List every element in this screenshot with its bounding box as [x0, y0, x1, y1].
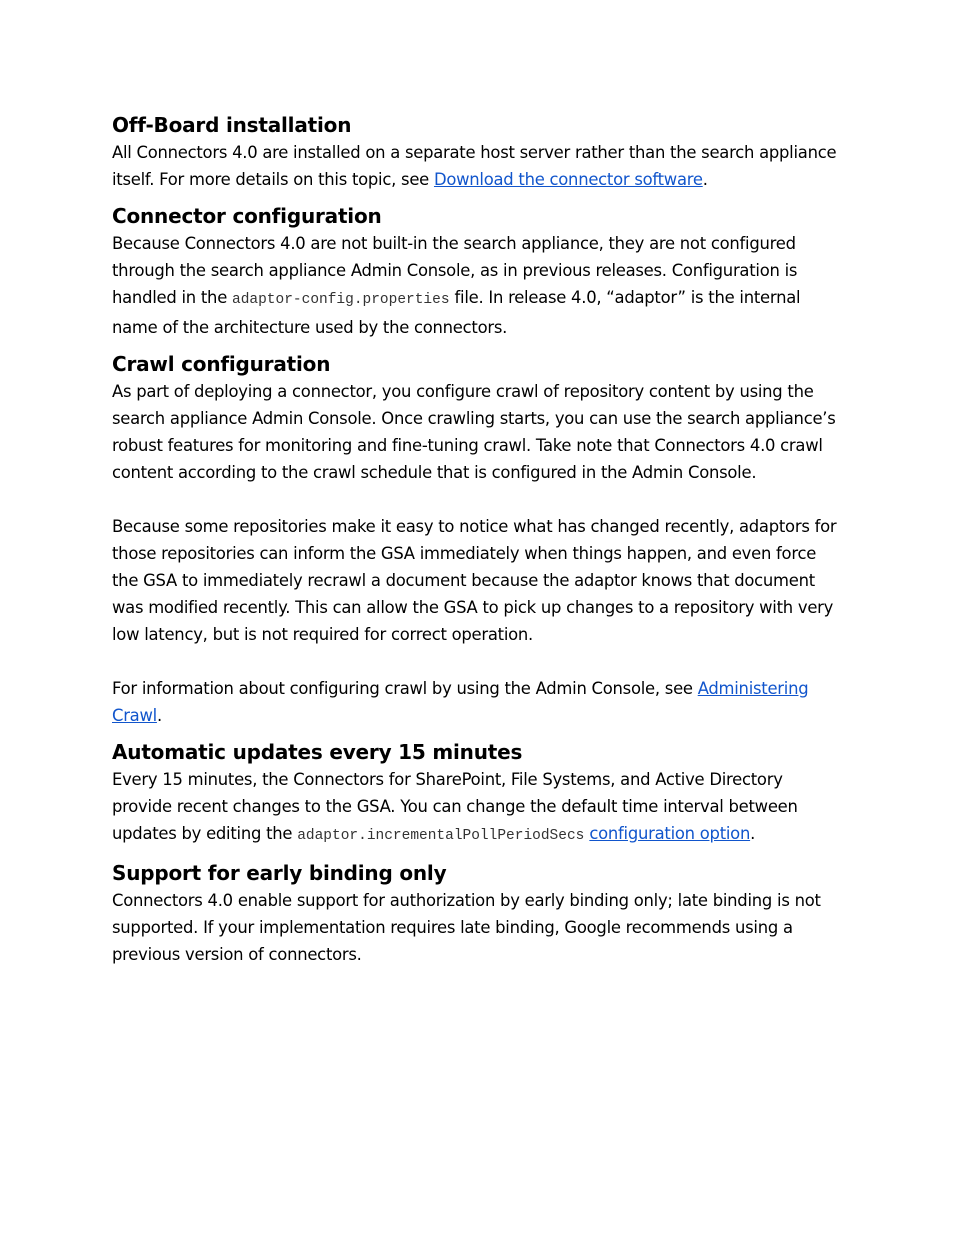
paragraph-offboard-installation — [112, 139, 847, 193]
link-download-connector-software[interactable]: Download the connector software — [433, 170, 703, 189]
paragraph-text: All Connectors 4.0 are installed on a separate host server rather than the search appliance itself. For more details on this topic, see — [112, 143, 837, 189]
code-incremental-poll-period-secs: adaptor.incrementalPollPeriodSecs — [297, 828, 585, 844]
section-crawl-configuration — [112, 350, 847, 729]
section-connector-configuration — [112, 202, 847, 341]
paragraph-end: . — [702, 170, 708, 189]
paragraph-crawl-configuration-1: As part of deploying a connector, you configure crawl of repository content by using the search appliance Admin Console. Once crawling starts, you can use the search appliance’s robust features for monitoring and fine-tuning crawl. Take note that Connectors 4.0 crawl content according to the crawl schedule that is configured in the Admin Console. — [112, 382, 836, 482]
paragraph-text: Because Connectors 4.0 are not built-in the search appliance, they are not configured through the search appliance Admin Console, as in previous releases. Configuration is handled in the — [112, 234, 798, 307]
link-administering-crawl[interactable]: Administering Crawl — [112, 679, 809, 725]
paragraph-crawl-configuration-2: Because some repositories make it easy to notice what has changed recently, adaptors for those repositories can inform the GSA immediately when things happen, and even force the GSA to immediately recrawl a document because the adaptor knows that document was modified recently. This can allow the GSA to pick up changes to a repository with very low latency, but is not required for correct operation. — [112, 517, 837, 644]
paragraph-text: Every 15 minutes, the Connectors for SharePoint, File Systems, and Active Directory provide recent changes to the GSA. You can change the default time interval between updates by editing the — [112, 770, 798, 843]
section-early-binding — [112, 859, 847, 968]
section-automatic-updates — [112, 738, 847, 850]
heading-early-binding: Support for early binding only — [112, 861, 447, 885]
heading-offboard-installation: Off-Board installation — [112, 113, 352, 137]
heading-connector-configuration: Connector configuration — [112, 204, 382, 228]
section-offboard-installation — [112, 111, 847, 193]
heading-automatic-updates: Automatic updates every 15 minutes — [112, 740, 523, 764]
paragraph-crawl-configuration-3 — [112, 675, 847, 729]
heading-crawl-configuration: Crawl configuration — [112, 352, 331, 376]
paragraph-end: . — [750, 824, 756, 843]
paragraph-early-binding: Connectors 4.0 enable support for authorization by early binding only; late binding is not supported. If your implementation requires late binding, Google recommends using a previous version of connectors. — [112, 891, 821, 964]
paragraph-end: . — [156, 706, 162, 725]
link-configuration-option[interactable]: configuration option — [589, 824, 751, 843]
code-adaptor-config-properties: adaptor-config.properties — [232, 292, 450, 308]
paragraph-text: For information about configuring crawl by using the Admin Console, see — [112, 679, 698, 698]
paragraph-connector-configuration — [112, 230, 847, 341]
document-page — [112, 111, 847, 968]
paragraph-end: file. In release 4.0, “adaptor” is the internal name of the architecture used by the connectors. — [112, 288, 801, 337]
paragraph-automatic-updates — [112, 766, 847, 850]
